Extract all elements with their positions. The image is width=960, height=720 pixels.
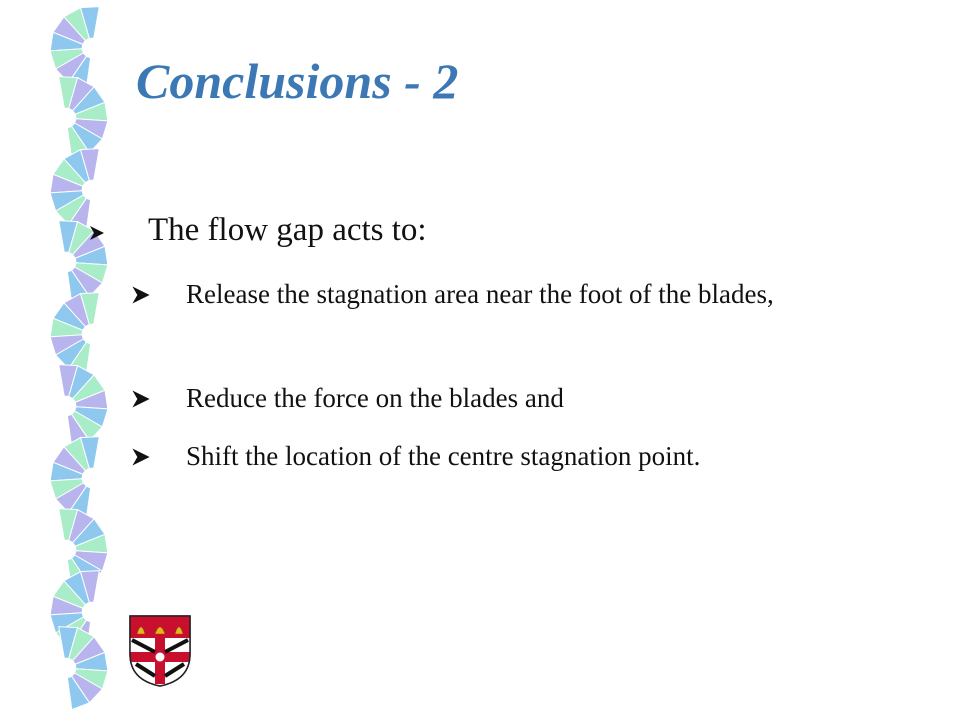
lead-bullet-text: The flow gap acts to: — [148, 212, 427, 248]
arrowhead-bullet-icon — [130, 446, 152, 468]
arrowhead-bullet-icon — [88, 224, 106, 242]
slide-title: Conclusions - 2 — [136, 53, 459, 109]
university-crest-icon — [128, 614, 192, 688]
decorative-ribbon — [0, 0, 140, 720]
arrowhead-bullet-icon — [130, 284, 152, 306]
sub-bullet-text: Reduce the force on the blades and — [186, 383, 564, 413]
sub-bullet-text: Shift the location of the centre stagnation point. — [186, 441, 701, 471]
sub-bullet-text: Release the stagnation area near the foot of the blades, — [186, 279, 774, 309]
arrowhead-bullet-icon — [130, 388, 152, 410]
